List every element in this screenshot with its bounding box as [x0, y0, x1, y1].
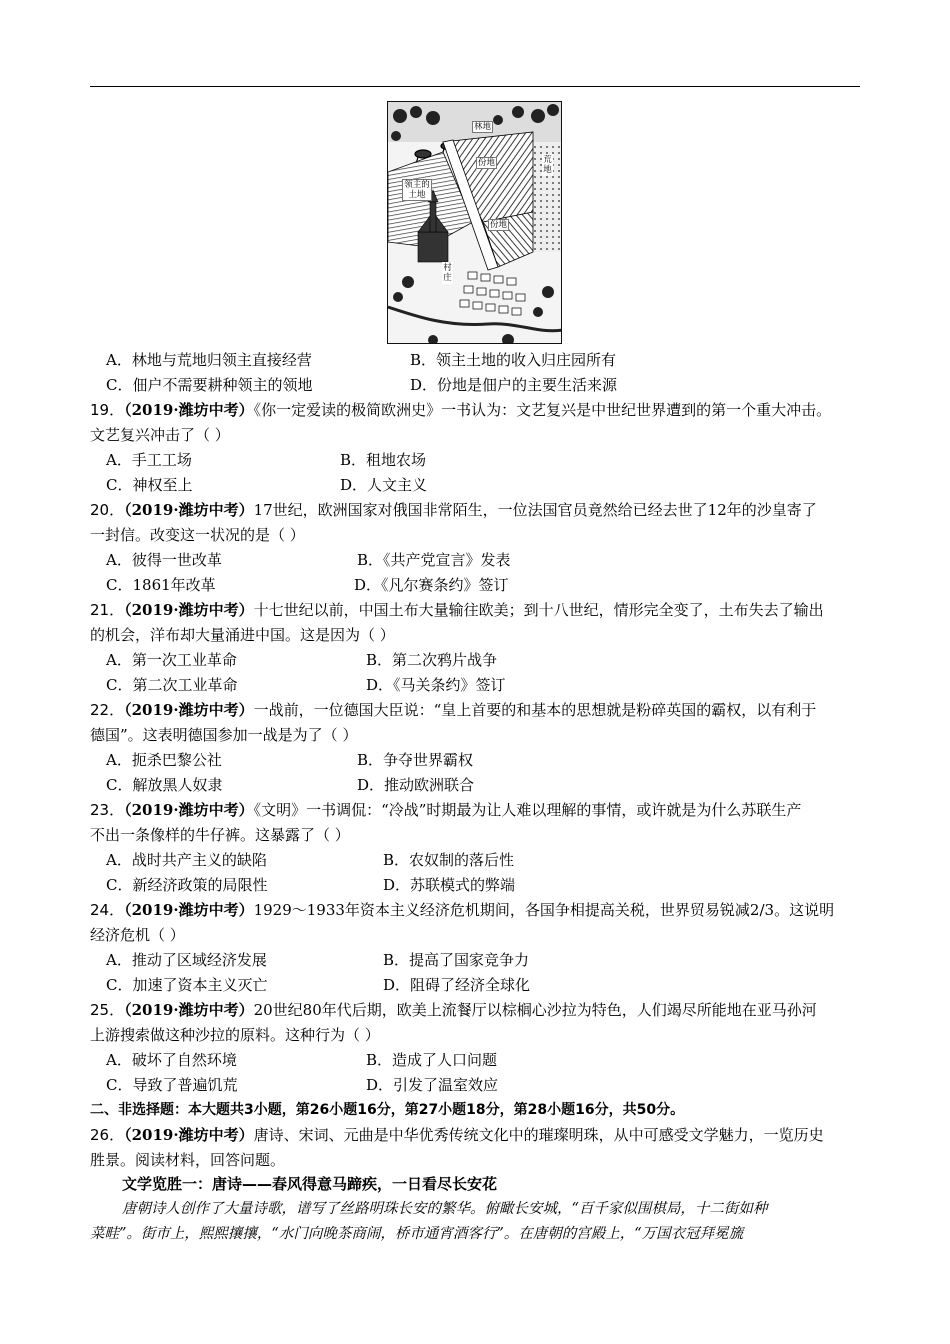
q21-option-a: A．第一次工业革命: [106, 651, 237, 669]
q19-stem-line-2: 文艺复兴冲击了（ ）: [90, 426, 230, 444]
label-wasteland: 荒地: [543, 155, 552, 175]
label-forest: 林地: [474, 122, 492, 132]
section-2-title: 二、非选择题：本大题共3小题，第26小题16分，第27小题18分，第28小题16分，共50分。: [90, 1102, 685, 1118]
q23-option-d: D．苏联模式的弊端: [383, 876, 516, 894]
q20-option-a: A．彼得一世改革: [106, 551, 222, 569]
q22-option-c: C．解放黑人奴隶: [106, 776, 223, 794]
q20-option-b: B．《共产党宣言》发表: [357, 551, 511, 569]
q20-option-c: C．1861年改革: [106, 576, 216, 594]
q21-option-b: B．第二次鸦片战争: [366, 651, 498, 669]
q20-stem-line-1: 20．（2019·潍坊中考）17世纪，欧洲国家对俄国非常陌生，一位法国官员竟然给已经去世了12年的沙皇寄了: [90, 501, 817, 519]
label-lord-land: 领主的土地: [402, 179, 432, 201]
q25-stem-line-1: 25．（2019·潍坊中考）20世纪80年代后期，欧美上流餐厅以棕榈心沙拉为特色，人们竭尽所能地在亚马孙河: [90, 1001, 817, 1019]
q26-material-line-2: 菜畦”。街市上，熙熙攘攘，“水门向晚茶商闹，桥市通宵酒客行”。在唐朝的宫殿上，“万国衣冠拜冕旒: [90, 1226, 744, 1242]
q25-stem-line-2: 上游搜索做这种沙拉的原料。这种行为（ ）: [90, 1026, 380, 1044]
q18-option-a: A．林地与荒地归领主直接经营: [106, 351, 312, 369]
header-rule: [90, 86, 860, 87]
label-holding-2: 份地: [490, 220, 508, 230]
q19-option-b: B．租地农场: [340, 451, 427, 469]
q19-option-d: D．人文主义: [340, 476, 428, 494]
q21-stem-line-2: 的机会，洋布却大量涌进中国。这是因为（ ）: [90, 626, 395, 644]
q23-option-c: C．新经济政策的局限性: [106, 876, 268, 894]
manor-map-figure: [387, 101, 562, 344]
q24-option-a: A．推动了区域经济发展: [106, 951, 267, 969]
q22-stem-line-1: 22．（2019·潍坊中考）一战前，一位德国大臣说：“皇上首要的和基本的思想就是粉碎英国的霸权，以有利于: [90, 701, 817, 719]
q24-option-b: B．提高了国家竞争力: [383, 951, 530, 969]
q23-option-a: A．战时共产主义的缺陷: [106, 851, 267, 869]
q23-stem-line-2: 不出一条像样的牛仔裤。这暴露了（ ）: [90, 826, 350, 844]
q24-stem-line-2: 经济危机（ ）: [90, 926, 185, 944]
q22-stem-line-2: 德国”。这表明德国参加一战是为了（ ）: [90, 726, 358, 744]
q26-subtitle: 文学览胜一：唐诗——春风得意马蹄疾，一日看尽长安花: [122, 1175, 498, 1193]
q22-option-d: D．推动欧洲联合: [357, 776, 475, 794]
q21-option-c: C．第二次工业革命: [106, 676, 238, 694]
q26-material-line-1: 唐朝诗人创作了大量诗歌，谱写了丝路明珠长安的繁华。俯瞰长安城，“百千家似围棋局，十二街如种: [122, 1201, 768, 1217]
q24-option-c: C．加速了资本主义灭亡: [106, 976, 268, 994]
label-holding-1: 份地: [478, 158, 496, 168]
q21-option-d: D．《马关条约》签订: [366, 676, 506, 694]
q25-option-b: B．造成了人口问题: [366, 1051, 498, 1069]
q19-option-a: A．手工工场: [106, 451, 192, 469]
q24-option-d: D．阻碍了经济全球化: [383, 976, 531, 994]
q20-stem-line-2: 一封信。改变这一状况的是（ ）: [90, 526, 305, 544]
q22-option-b: B．争夺世界霸权: [357, 751, 474, 769]
q19-stem-line-1: 19．（2019·潍坊中考）《你一定爱读的极简欧洲史》一书认为：文艺复兴是中世纪世界遭到的第一个重大冲击。: [90, 401, 832, 419]
q25-option-d: D．引发了温室效应: [366, 1076, 499, 1094]
label-village: 村庄: [443, 263, 452, 283]
q25-option-c: C．导致了普遍饥荒: [106, 1076, 238, 1094]
q23-option-b: B．农奴制的落后性: [383, 851, 515, 869]
q18-option-d: D．份地是佃户的主要生活来源: [410, 376, 618, 394]
q26-stem-line-2: 胜景。阅读材料，回答问题。: [90, 1151, 286, 1169]
manor-map-drawing: [388, 102, 562, 344]
q21-stem-line-1: 21．（2019·潍坊中考）十七世纪以前，中国土布大量输往欧美；到十八世纪，情形完全变了，土布失去了输出: [90, 601, 824, 619]
q22-option-a: A．扼杀巴黎公社: [106, 751, 222, 769]
q20-option-d: D．《凡尔赛条约》签订: [354, 576, 509, 594]
q19-option-c: C．神权至上: [106, 476, 193, 494]
q23-stem-line-1: 23．（2019·潍坊中考）《文明》一书调侃：“冷战”时期最为让人难以理解的事情，或许就是为什么苏联生产: [90, 801, 802, 819]
q26-stem-line-1: 26．（2019·潍坊中考）唐诗、宋词、元曲是中华优秀传统文化中的璀璨明珠，从中可感受文学魅力，一览历史: [90, 1126, 824, 1144]
q18-option-c: C．佃户不需要耕种领主的领地: [106, 376, 313, 394]
q24-stem-line-1: 24．（2019·潍坊中考）1929～1933年资本主义经济危机期间，各国争相提高关税，世界贸易锐减2/3。这说明: [90, 901, 835, 919]
q18-option-b: B．领主土地的收入归庄园所有: [410, 351, 617, 369]
q25-option-a: A．破坏了自然环境: [106, 1051, 237, 1069]
